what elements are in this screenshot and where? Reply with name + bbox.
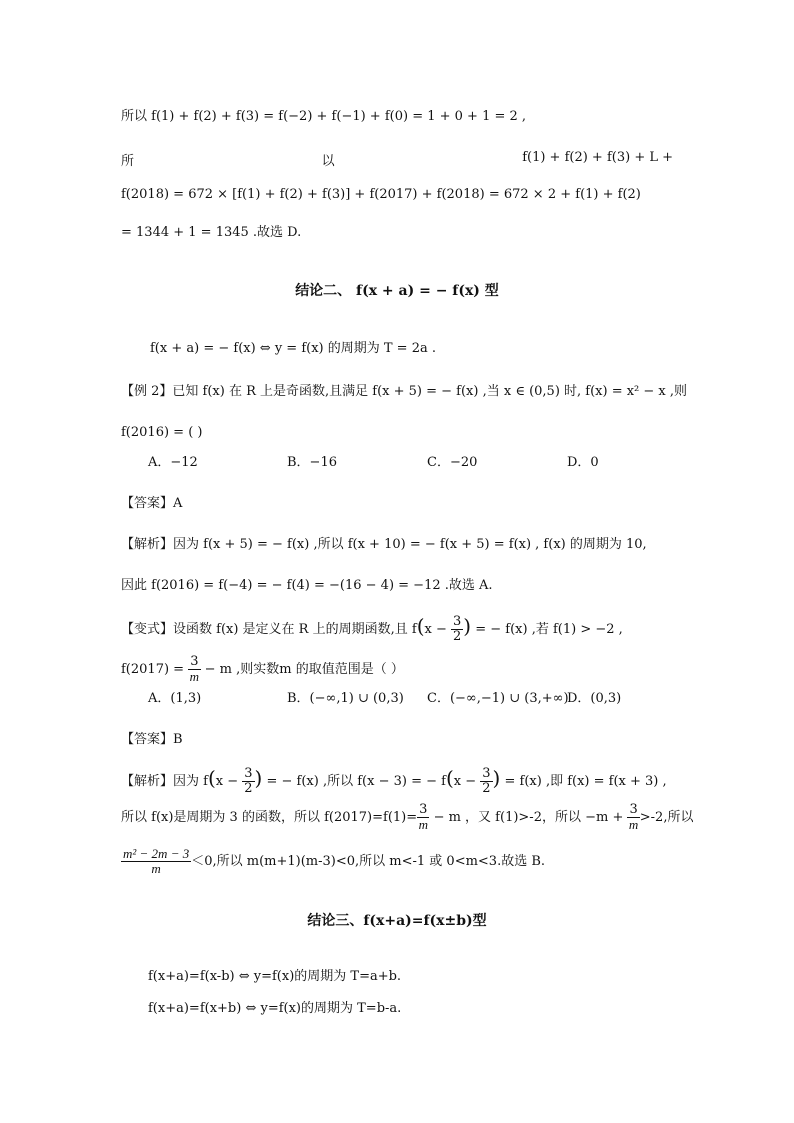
fraction-numerator: 3 [419,802,428,817]
option-c: C．−20 [427,455,478,470]
conclusion-rule: f(x+a)=f(x-b) ⇔ y=f(x)的周期为 T=a+b. [148,969,402,984]
conclusion-rule: f(x + a) = − f(x) ⇔ y = f(x) 的周期为 T = 2a . [150,341,436,356]
answer: 【答案】A [121,496,183,511]
text-fragment: >-2,所以 [639,810,694,825]
text-fragment: 【解析】因为 f [121,774,208,789]
solution-line [121,846,545,878]
option-a: A．(1,3) [148,691,202,706]
text-fragment: 所 [121,154,135,169]
fraction-denominator: m [189,669,200,684]
section-heading: 结论二、 f(x + a) = − f(x) 型 [295,283,499,299]
text-fragment: − m ，又 f(1)>-2，所以 −m + [433,810,624,825]
text-fragment: ＜0,所以 m(m+1)(m-3)<0,所以 m<-1 或 0<m<3.故选 B. [191,854,546,869]
option-a: A．−12 [148,455,198,470]
fraction [417,803,429,832]
fraction-numerator: 3 [190,654,199,669]
justified-line [121,150,673,169]
option-b: B．(−∞,1) ∪ (0,3) [287,691,404,706]
fraction-numerator: 3 [482,766,491,781]
text-fragment: = − f(x) ,若 f(1) > −2 , [475,622,623,637]
fraction-numerator: 3 [453,614,462,629]
text-fragment: = f(x) ,即 f(x) = f(x + 3) , [504,774,667,789]
variant-question [121,654,404,686]
text-fragment: − m ,则实数m 的取值范围是（ ） [204,662,404,677]
fraction [242,767,254,796]
solution-line: 【解析】因为 f(x − $\frac{3}{2}$ ) = − f(x) ,所以 f(x − 3) = − f(x − $\frac{3}{2}$ ) = f(x) ,即 f(x) = f(x + 3) , [121,766,667,796]
fraction-denominator: m [418,817,428,832]
example-question: 【例 2】已知 f(x) 在 R 上是奇函数,且满足 f(x + 5) = − f(x) ,当 x ∈ (0,5) 时, f(x) = x² − x ,则 [121,384,688,399]
section-heading: 结论三、f(x+a)=f(x±b)型 [307,913,487,929]
fraction [188,655,200,684]
fraction-numerator: m² − 2m − 3 [123,846,190,861]
text-fragment: x − [453,774,477,789]
text-line: 所以 f(1) + f(2) + f(3) = f(−2) + f(−1) + f(0) = 1 + 0 + 1 = 2 , [121,109,527,124]
text-fragment: x − [424,622,447,637]
text-fragment: 所以 f(x)是周期为 3 的函数，所以 f(2017)=f(1)= [121,810,418,825]
answer: 【答案】B [121,732,183,747]
text-fragment: f(2017) = [121,662,185,677]
text-fragment: x − [215,774,239,789]
fraction-denominator: m [628,817,639,832]
text-line: = 1344 + 1 = 1345 .故选 D. [121,225,302,240]
example-question: f(2016) = ( ) [121,425,203,440]
variant-question: 【变式】设函数 f(x) 是定义在 R 上的周期函数,且 f(x − $\frac{3}{2}$ ) = − f(x) ,若 f(1) > −2 , [121,614,623,644]
conclusion-rule: f(x+a)=f(x+b) ⇔ y=f(x)的周期为 T=b-a. [148,1001,402,1016]
text-line: f(2018) = 672 × [f(1) + f(2) + f(3)] + f(2017) + f(2018) = 672 × 2 + f(1) + f(2) [121,187,641,202]
solution-line [121,802,693,834]
option-b: B．−16 [287,455,337,470]
text-fragment: = − f(x) ,所以 f(x − 3) = − f [266,774,446,789]
fraction [627,803,639,832]
option-d: D．(0,3) [567,691,622,706]
text-fragment: 以 [321,154,335,169]
fraction-denominator: m [151,861,161,876]
fraction-denominator: 2 [453,629,462,644]
solution-line: 因此 f(2016) = f(−4) = − f(4) = −(16 − 4) = −12 .故选 A. [121,578,493,593]
fraction-numerator: 3 [629,802,638,817]
fraction [480,767,492,796]
solution-line: 【解析】因为 f(x + 5) = − f(x) ,所以 f(x + 10) = − f(x + 5) = f(x) , f(x) 的周期为 10, [121,537,647,552]
text-fragment: 【变式】设函数 f(x) 是定义在 R 上的周期函数,且 f [121,622,417,637]
fraction [121,847,191,876]
text-fragment: f(1) + f(2) + f(3) + L + [522,150,673,165]
fraction-denominator: 2 [482,781,491,796]
option-c: C．(−∞,−1) ∪ (3,+∞) [427,691,569,706]
fraction-denominator: 2 [244,781,253,796]
fraction [451,615,463,644]
option-d: D．0 [567,455,599,470]
fraction-numerator: 3 [244,766,253,781]
